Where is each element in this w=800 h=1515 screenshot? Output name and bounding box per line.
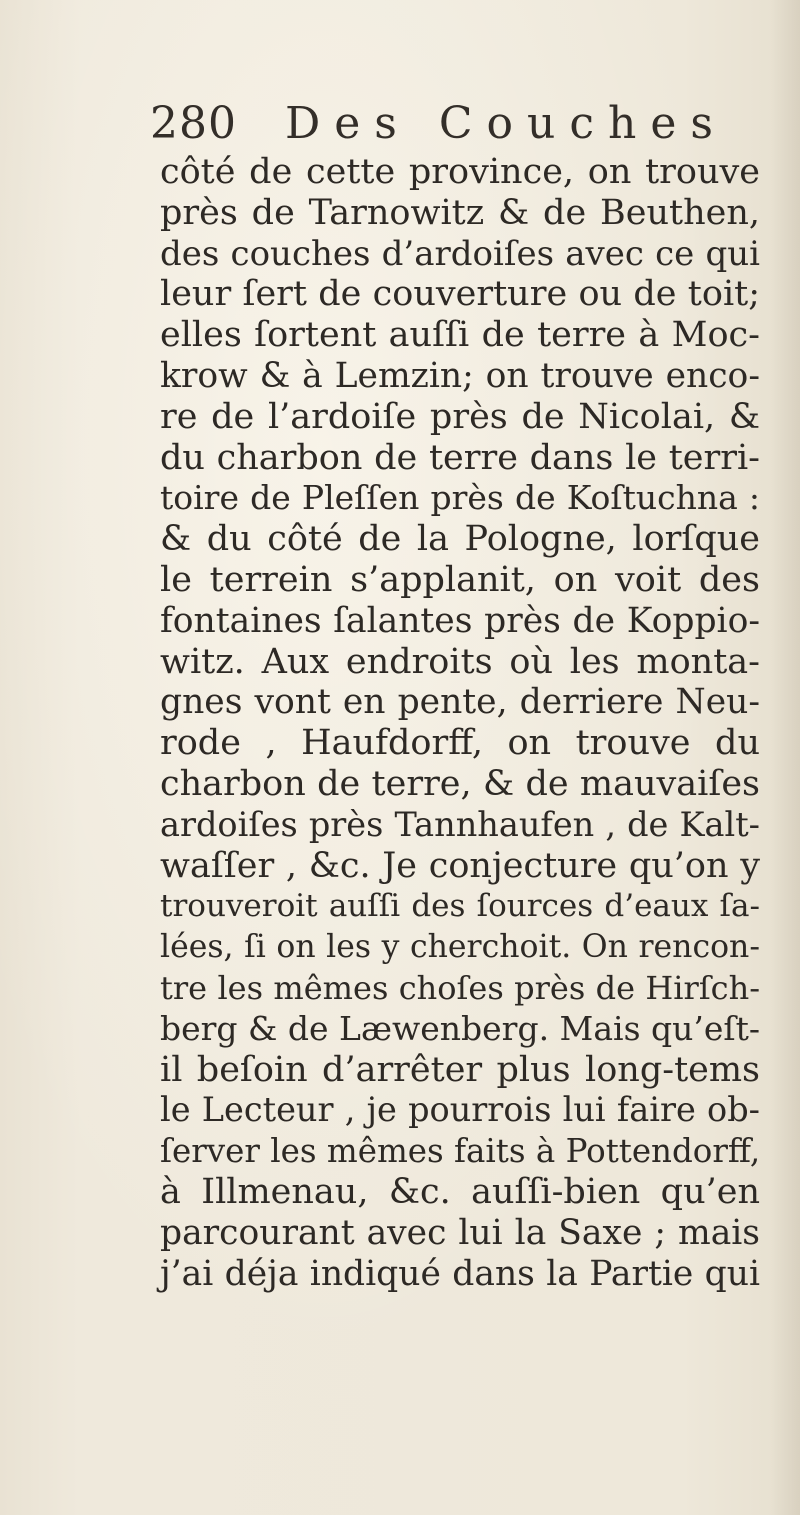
text-line: du charbon de terre dans le terri- bbox=[160, 437, 760, 478]
text-line: des couches d’ardoiſes avec ce qui bbox=[160, 233, 760, 274]
text-line: ſerver les mêmes faits à Pottendorff, bbox=[160, 1132, 761, 1171]
text-line: berg & de Læwenberg. Mais qu’eſt- bbox=[160, 1008, 761, 1048]
body-text bbox=[160, 152, 760, 1294]
text-line: lées, ſi on les y cherchoit. On rencon- bbox=[160, 929, 760, 966]
text-line: witz. Aux endroits où les monta- bbox=[160, 641, 760, 682]
page-number: 280 bbox=[150, 98, 237, 149]
text-line: le Lecteur , je pourrois lui faire ob- bbox=[160, 1090, 760, 1130]
text-line: côté de cette province, on trouve bbox=[160, 152, 760, 192]
text-line: tre les mêmes choſes près de Hirſch- bbox=[160, 968, 760, 1007]
page-edge-shadow bbox=[770, 0, 800, 1515]
text-line: re de l’ardoiſe près de Nicolai, & bbox=[160, 396, 760, 437]
text-line: parcourant avec lui la Saxe ; mais bbox=[160, 1212, 760, 1253]
text-line: leur ſert de couverture ou de toit; bbox=[160, 274, 760, 315]
text-line: trouveroit auſſi des ſources d’eaux ſa- bbox=[160, 888, 760, 925]
text-line: le terrein s’applanit, on voit des bbox=[160, 559, 760, 600]
text-line: elles ſortent auſſi de terre à Moc- bbox=[160, 315, 760, 356]
text-line: ardoiſes près Tannhaufen , de Kalt- bbox=[160, 804, 760, 844]
text-line: près de Tarnowitz & de Beuthen, bbox=[160, 192, 760, 233]
text-line: à Illmenau, &c. auſſi-bien qu’en bbox=[160, 1171, 760, 1212]
text-line: gnes vont en pente, derriere Neu- bbox=[160, 682, 760, 723]
text-line: rode , Haufdorff, on trouve du bbox=[160, 723, 760, 764]
text-line: charbon de terre, & de mauvaiſes bbox=[160, 763, 760, 804]
text-line: toire de Pleſſen près de Koſtuchna : bbox=[160, 478, 760, 518]
text-line: waſſer , &c. Je conjecture qu’on y bbox=[160, 845, 760, 886]
running-head-title: Des Couches bbox=[284, 98, 727, 149]
text-line: & du côté de la Pologne, lorſque bbox=[160, 519, 760, 560]
text-line: krow & à Lemzin; on trouve enco- bbox=[160, 355, 760, 396]
text-line: j’ai déja indiqué dans la Partie qui bbox=[160, 1253, 760, 1294]
running-head bbox=[150, 98, 727, 154]
text-line: fontaines ſalantes près de Koppio- bbox=[160, 600, 760, 641]
text-line: il beſoin d’arrêter plus long-tems bbox=[160, 1049, 760, 1090]
